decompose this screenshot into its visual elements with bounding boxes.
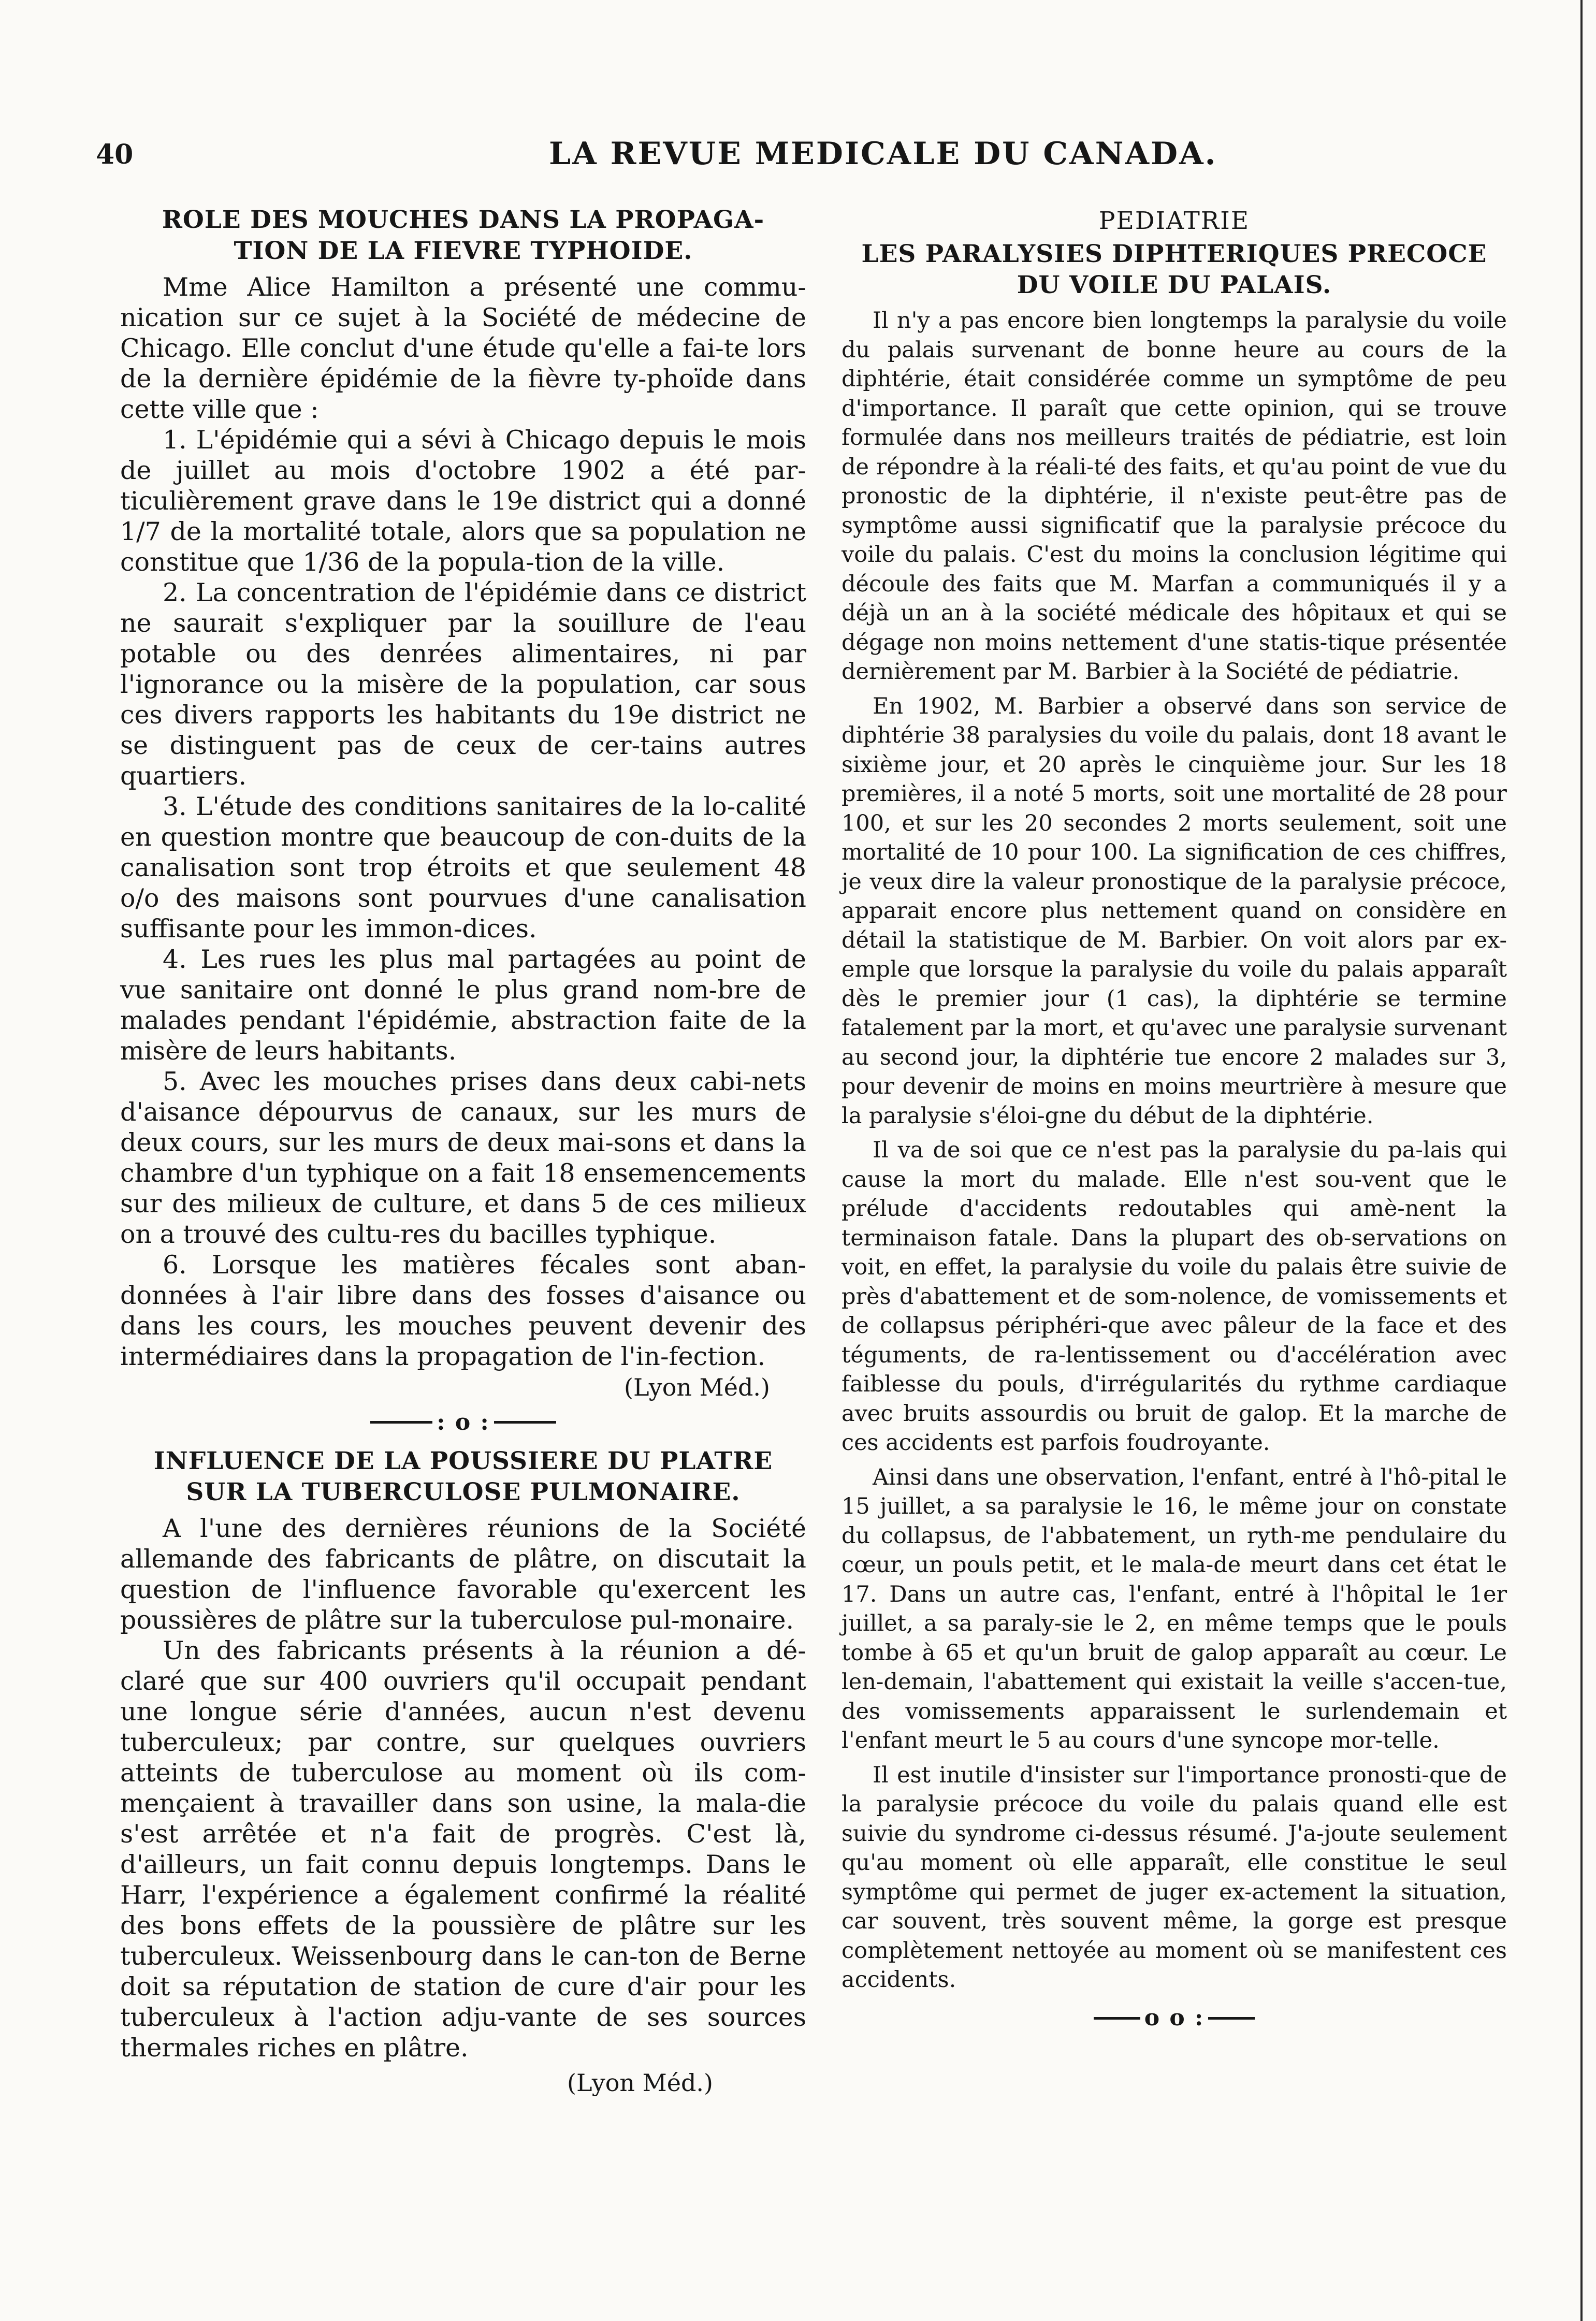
paragraph: 1. L'épidémie qui a sévi à Chicago depuis le mois de juillet au mois d'octobre 1902 a été par-ticulièrement grave dans le 19e district qui a donné 1/7 de la mortalité totale, alors que sa population ne constitue que 1/36 de la popula-tion de la ville. bbox=[120, 425, 806, 577]
source-citation: (Lyon Méd.) bbox=[567, 2068, 713, 2097]
divider-mark: o o : bbox=[1144, 2005, 1205, 2031]
source-citation: (Lyon Méd.) bbox=[624, 1373, 770, 1401]
journal-title: LA REVUE MEDICALE DU CANADA. bbox=[549, 136, 1217, 172]
article-title-line1: LES PARALYSIES DIPHTERIQUES PRECOCE bbox=[861, 240, 1487, 268]
section-divider bbox=[120, 1405, 806, 1439]
article-title-line2: TION DE LA FIEVRE TYPHOIDE. bbox=[234, 237, 693, 265]
paragraph: 5. Avec les mouches prises dans deux cabi-nets d'aisance dépourvus de canaux, sur les murs de deux cours, sur les murs de deux mai-sons et dans la chambre d'un typhique on a fait 18 ensemencements sur des milieux de culture, et dans 5 de ces milieux on a trouvé des cultu-res du bacilles typhique. bbox=[120, 1067, 806, 1249]
divider-rule-left bbox=[370, 1421, 432, 1424]
paragraph: 2. La concentration de l'épidémie dans ce district ne saurait s'expliquer par la souillure de l'eau potable ou des denrées alimentaires, ni par l'ignorance ou la misère de la population, car sous ces divers rapports les habitants du 19e district ne se distinguent pas de ceux de cer-tains autres quartiers. bbox=[120, 578, 806, 791]
paragraph: En 1902, M. Barbier a observé dans son service de diphtérie 38 paralysies du voile du palais, dont 18 avant le sixième jour, et 20 après le cinquième jour. Sur les 18 premières, il a noté 5 morts, soit une mortalité de 28 pour 100, et sur les 20 secondes 2 morts seulement, soit une mortalité de 10 pour 100. La signification de ces chiffres, je veux dire la valeur pronostique de la paralysie précoce, apparait encore plus nettement quand on considère en détail la statistique de M. Barbier. On voit alors par ex-emple que lorsque la paralysie du voile du palais apparaît dès le premier jour (1 cas), la diphtérie se termine fatalement par la mort, et qu'avec une paralysie survenant au second jour, la diphtérie tue encore 2 malades sur 3, pour devenir de moins en moins meurtrière à mesure que la paralysie s'éloi-gne du début de la diphtérie. bbox=[841, 693, 1507, 1129]
divider-rule-right bbox=[1208, 2017, 1255, 2020]
paragraph: Ainsi dans une observation, l'enfant, entré à l'hô-pital le 15 juillet, a sa paralysie le 16, le même jour on constate du collapsus, de l'abbatement, un ryth-me pendulaire du cœur, un pouls petit, et le mala-de meurt dans cet état le 17. Dans un autre cas, l'enfant, entré à l'hôpital le 1er juillet, a sa paraly-sie le 2, en même temps que le pouls tombe à 65 et qu'un bruit de galop apparaît au cœur. Le len-demain, l'abattement qui existait la veille s'accen-tue, des vomissements apparaissent le surlendemain et l'enfant meurt le 5 au cours d'une syncope mor-telle. bbox=[841, 1464, 1507, 1753]
paragraph: Il va de soi que ce n'est pas la paralysie du pa-lais qui cause la mort du malade. Elle n'est sou-vent que le prélude d'accidents redoutables qui amè-nent la terminaison fatale. Dans la plupart des ob-servations on voit, en effet, la paralysie du voile du palais être suivie de près d'abattement et de som-nolence, de vomissements et de collapsus périphéri-que avec pâleur de la face et des téguments, de ra-lentissement ou d'accélération avec faiblesse du pouls, d'irrégularités du rythme cardiaque avec bruits assourdis ou bruit de galop. Et la marche de ces accidents est parfois foudroyante. bbox=[841, 1137, 1507, 1456]
article-title-line1: INFLUENCE DE LA POUSSIERE DU PLATRE bbox=[153, 1446, 773, 1475]
divider-rule-left bbox=[1094, 2017, 1140, 2020]
paragraph: Mme Alice Hamilton a présenté une commu-nication sur ce sujet à la Société de médecine de Chicago. Elle conclut d'une étude qu'elle a fai-te lors de la dernière épidémie de la fièvre ty-phoïde dans cette ville que : bbox=[120, 272, 806, 424]
page-number: 40 bbox=[96, 139, 134, 170]
paragraph: Il est inutile d'insister sur l'importance pronosti-que de la paralysie précoce du voile du palais quand elle est suivie du syndrome ci-dessus résumé. J'a-joute seulement qu'au moment où elle apparaît, elle constitue le seul symptôme qui permet de juger ex-actement la situation, car souvent, très souvent même, la gorge est presque complètement nettoyée au moment où se manifestent ces accidents. bbox=[841, 1762, 1507, 1993]
article-title-line2: DU VOILE DU PALAIS. bbox=[1017, 271, 1332, 299]
article-plaster-dust bbox=[120, 1446, 806, 2098]
section-heading: PEDIATRIE bbox=[1098, 207, 1250, 235]
paragraph: 3. L'étude des conditions sanitaires de la lo-calité en question montre que beaucoup de con-duits de la canalisation sont trop étroits et que seulement 48 o/o des maisons sont pourvues d'une canalisation suffisante pour les immon-dices. bbox=[120, 792, 806, 944]
paragraph: 4. Les rues les plus mal partagées au point de vue sanitaire ont donné le plus grand nom-bre de malades pendant l'épidémie, abstraction faite de la misère de leurs habitants. bbox=[120, 945, 806, 1066]
article-title-line2: SUR LA TUBERCULOSE PULMONAIRE. bbox=[186, 1477, 741, 1506]
article-flies-typhoid bbox=[120, 205, 806, 1403]
left-column bbox=[120, 205, 806, 2098]
paragraph: Il n'y a pas encore bien longtemps la paralysie du voile du palais survenant de bonne heure au cours de la diphtérie, était considérée comme un symptôme de peu d'importance. Il paraît que cette opinion, qui se trouve formulée dans nos meilleurs traités de pédiatrie, est loin de répondre à la réali-té des faits, et qu'au point de vue du pronostic de la diphtérie, il n'existe peut-être pas de symptôme aussi significatif que la paralysie précoce du voile du palais. C'est du moins la conclusion légitime qui découle des faits que M. Marfan a communiqués il y a déjà un an à la société médicale des hôpitaux et qui se dégage non moins nettement d'une statis-tique présentée dernièrement par M. Barbier à la Société de pédiatrie. bbox=[841, 308, 1507, 685]
paragraph: Un des fabricants présents à la réunion a dé-claré que sur 400 ouvriers qu'il occupait pendant une longue série d'années, aucun n'est devenu tuberculeux; par contre, sur quelques ouvriers atteints de tuberculose au moment où ils com-mençaient à travailler dans son usine, la mala-die s'est arrêtée et n'a fait de progrès. C'est là, d'ailleurs, un fait connu depuis longtemps. Dans le Harr, l'expérience a également confirmé la réalité des bons effets de la poussière de plâtre sur les tuberculeux. Weissenbourg dans le can-ton de Berne doit sa réputation de station de cure d'air pour les tuberculeux à l'action adju-vante de ses sources thermales riches en plâtre. bbox=[120, 1635, 806, 2063]
paragraph: 6. Lorsque les matières fécales sont aban-données à l'air libre dans des fosses d'aisance ou dans les cours, les mouches peuvent devenir des intermédiaires dans la propagation de l'in-fection. bbox=[120, 1250, 806, 1371]
divider-mark: : o : bbox=[437, 1409, 490, 1435]
paragraph: A l'une des dernières réunions de la Société allemande des fabricants de plâtre, on discutait la question de l'influence favorable qu'exercent les poussières de plâtre sur la tuberculose pul-monaire. bbox=[120, 1513, 806, 1635]
article-title-line1: ROLE DES MOUCHES DANS LA PROPAGA- bbox=[162, 206, 765, 234]
page-edge-rule bbox=[1580, 0, 1583, 2321]
divider-rule-right bbox=[494, 1421, 556, 1424]
end-divider bbox=[841, 2001, 1507, 2035]
right-column bbox=[841, 205, 1507, 2041]
